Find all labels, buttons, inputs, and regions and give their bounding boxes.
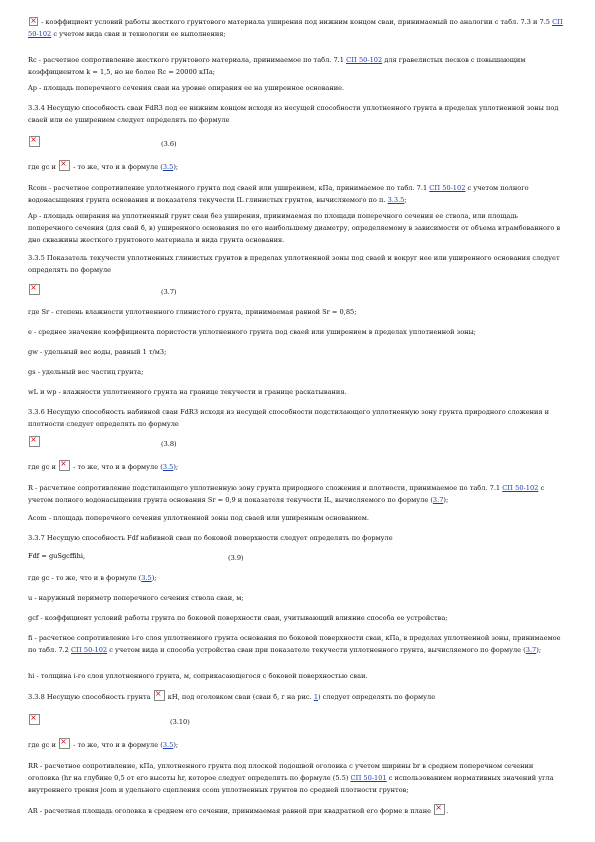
paragraph-text: с учетом полного водонасыщения грунта основания и показателя текучести IL глинистых грунтов, вычисляемого по п. (28, 184, 529, 204)
period-text: . (446, 807, 449, 815)
formula-3-8 (28, 436, 328, 450)
broken-image-icon (59, 160, 70, 171)
paragraph-where-gc-short (28, 572, 564, 584)
broken-image-icon (434, 804, 445, 815)
paragraph-text: 3.3.4 Несущую способность сваи FdR3 под ее нижним концом исходя из несущей способности уплотненного грунта в пределах уплотненной зоны под сваей или ее уширением следует определять по формуле (28, 104, 559, 124)
link-formula-3-5[interactable]: 3.5 (162, 463, 174, 471)
paragraph-text: с использованием нормативных значений угла внутреннего трения jcom и удельного сцепления ccom уплотненных грунтов по средней плотности грунтов; (28, 774, 554, 794)
paragraph-text: где gc и (28, 163, 56, 171)
formula-3-7 (28, 284, 328, 298)
link-sp-50-102[interactable]: СП 50-102 (502, 484, 539, 492)
paragraph-text: ); (443, 496, 449, 504)
paragraph-rc-definition (28, 54, 564, 78)
formula-3-10 (28, 714, 328, 728)
paragraph-text: кН, под оголовком сваи (сваи б, г на рис. (165, 693, 312, 701)
paragraph-text: Acom - площадь поперечного сечения уплотненной зоны под сваей или уширенным основанием. (28, 514, 370, 522)
paragraph-where-gc (28, 160, 564, 173)
paragraph-gw-definition (28, 346, 564, 358)
paragraph-text: gs - удельный вес частиц грунта; (28, 368, 144, 376)
paragraph-3-3-6 (28, 406, 564, 430)
paragraph-where-gc (28, 460, 564, 473)
paragraph-rr-definition (28, 760, 564, 796)
paragraph-text: 3.3.6 Несущую способность набивной сваи FdR3 исходя из несущей способности подстилающего уплотненную зону грунта природного сложения и плотности следует определять по формуле (28, 408, 550, 428)
formula-image-icon (29, 284, 40, 295)
formula-3-9 (28, 550, 328, 564)
paragraph-text: - то же, что и в формуле ( (71, 741, 163, 749)
link-sp-50-102[interactable]: СП 50-102 (429, 184, 466, 192)
formula-image-icon (29, 136, 40, 147)
paragraph-text: ); (151, 574, 157, 582)
paragraph-text: RR - расчетное сопротивление, кПа, уплотненного грунта под плоской подошвой оголовка с учетом ширины br в среднем поперечном сечении оголовка (hr на глубине 0,5 от его высоты hr, которое следует определять по формуле (5.5) (28, 762, 534, 782)
paragraph-3-3-5 (28, 252, 564, 276)
paragraph-text: с учетом вида и способа устройства сваи при показателе текучести уплотненного грунта, вычисляемого по формуле ( (107, 646, 526, 654)
paragraph-text: где gc - то же, что и в формуле ( (28, 574, 142, 582)
paragraph-text: ; (404, 196, 407, 204)
paragraph-3-3-8 (28, 690, 564, 703)
link-formula-3-5[interactable]: 3.5 (162, 163, 174, 171)
link-sp-50-102[interactable]: СП 50-102 (346, 56, 383, 64)
formula-image-icon (29, 714, 40, 725)
link-formula-3-5[interactable]: 3.5 (162, 741, 174, 749)
paragraph-hi-definition (28, 670, 564, 682)
broken-image-icon (154, 690, 165, 701)
formula-number: (3.9) (228, 554, 244, 562)
paragraph-text: wL и wp - влажности уплотненного грунта на границе текучести и границе раскатывания. (28, 388, 347, 396)
paragraph-text: с учетом полного водонасыщения грунта основания Sr = 0,9 и показателя текучести IL, вычисляемого по формуле ( (28, 484, 545, 504)
paragraph-text: ); (536, 646, 542, 654)
paragraph-e-definition (28, 326, 564, 338)
paragraph-text: Rc - расчетное сопротивление жесткого грунтового материала, принимаемое по табл. 7.1 (28, 56, 344, 64)
paragraph-acom-definition (28, 512, 564, 524)
paragraph-text: gw - удельный вес воды, равный 1 т/м3; (28, 348, 167, 356)
paragraph-text: AR - расчетная площадь оголовка в среднем его сечении, принимаемая равной при квадратной его форме в плане (28, 807, 432, 815)
paragraph-text: 3.3.8 Несущую способность грунта (28, 693, 151, 701)
broken-image-icon (29, 17, 38, 26)
paragraph-text: Rcom - расчетное сопротивление уплотненного грунта под сваей или уширением, кПа, принимаемое по табл. 7.1 (28, 184, 428, 192)
paragraph-gcf-definition (28, 612, 564, 624)
link-formula-3-7[interactable]: 3.7 (525, 646, 537, 654)
broken-image-icon (59, 738, 70, 749)
paragraph-text: - то же, что и в формуле ( (71, 463, 163, 471)
paragraph-text: где gc и (28, 463, 56, 471)
paragraph-where-gc (28, 738, 564, 751)
formula-number: (3.6) (161, 140, 177, 148)
formula-number: (3.8) (161, 440, 177, 448)
link-formula-3-5[interactable]: 3.5 (141, 574, 152, 582)
paragraph-wl-wp-definition (28, 386, 564, 398)
paragraph-text: fi - расчетное сопротивление i-го слоя уплотненного грунта основания по боковой поверхности сваи, кПа, в пределах уплотненной зоны, принимаемое по табл. 7.2 (28, 634, 561, 654)
paragraph-text: ); (173, 163, 179, 171)
paragraph-gcr-definition (28, 16, 564, 40)
paragraph-text: где Sr - степень влажности уплотненного глинистого грунта, принимаемая равной Sr = 0,85; (28, 308, 357, 316)
link-formula-3-7[interactable]: 3.7 (432, 496, 444, 504)
link-sp-50-101[interactable]: СП 50-101 (350, 774, 387, 782)
paragraph-text: 3.3.7 Несущую способность Fdf набивной сваи по боковой поверхности следует определять по формуле (28, 534, 393, 542)
link-sp-50-102[interactable]: СП 50-102 (71, 646, 108, 654)
paragraph-text: - коэффициент условий работы жесткого грунтового материала уширения под нижним концом сваи, принимаемый по аналогии с табл. 7.3 и 7.5 (39, 18, 550, 26)
paragraph-text: u - наружный периметр поперечного сечения ствола сваи, м; (28, 594, 244, 602)
link-sp-50-102[interactable]: СП 50-102 (28, 18, 563, 38)
paragraph-ap-uplot-definition (28, 210, 564, 246)
paragraph-text: ); (173, 463, 179, 471)
paragraph-text: Ap - площадь поперечного сечения сваи на уровне опирания ее на уширенное основание. (28, 84, 345, 92)
paragraph-ap-definition (28, 82, 564, 94)
broken-image-icon (59, 460, 70, 471)
paragraph-text: e - среднее значение коэффициента пористости уплотненного грунта под сваей или уширением в пределах уплотненной зоны; (28, 328, 477, 336)
formula-image-icon (29, 436, 40, 447)
paragraph-rcom-definition (28, 182, 564, 206)
paragraph-r-definition (28, 482, 564, 506)
paragraph-text: 3.3.5 Показатель текучести уплотненных глинистых грунтов в пределах уплотненной зоны под сваей и вокруг нее или уширенного основания следует определять по формуле (28, 254, 560, 274)
paragraph-fi-definition (28, 632, 564, 656)
paragraph-text: ); (173, 741, 179, 749)
formula-text: Fdf = guSgcffihi, (28, 552, 86, 560)
paragraph-gs-definition (28, 366, 564, 378)
paragraph-3-3-4 (28, 102, 564, 126)
paragraph-text: где gc и (28, 741, 56, 749)
paragraph-text: hi - толщина i-го слоя уплотненного грунта, м, соприкасающегося с боковой поверхностью сваи. (28, 672, 368, 680)
paragraph-text: ) следует определять по формуле (318, 693, 436, 701)
formula-number: (3.7) (161, 288, 177, 296)
paragraph-3-3-7 (28, 532, 564, 544)
paragraph-text: gcf - коэффициент условий работы грунта по боковой поверхности сваи, учитывающий влияние способа ее устройства; (28, 614, 448, 622)
paragraph-text: Ap - площадь опирания на уплотненный грунт сваи без уширения, принимаемая по площади поперечного сечения ее ствола, или площадь поперечного сечения (для свай б, в) уширенного основания по его наибольшему диаметру, определяемому в зависимости от объема втрамбованного в дно скважины жесткого грунтового материала и вида грунта основания. (28, 212, 561, 244)
paragraph-u-definition (28, 592, 564, 604)
paragraph-text: - то же, что и в формуле ( (71, 163, 163, 171)
link-section-3-3-5[interactable]: 3.3.5 (387, 196, 405, 204)
paragraph-text: R - расчетное сопротивление подстилающего уплотненную зону грунта природного сложения и плотности, принимаемое по табл. 7.1 (28, 484, 501, 492)
paragraph-text: с учетом вида сваи и технологии ее выполнения; (51, 30, 226, 38)
formula-number: (3.10) (170, 718, 190, 726)
formula-3-6 (28, 136, 328, 150)
link-figure-1[interactable]: 1 (313, 693, 319, 701)
paragraph-sr-definition (28, 306, 564, 318)
paragraph-text: для гравелистых песков с повышающим коэффициентом k = 1,5, но не более Rc = 20000 кПа; (28, 56, 526, 76)
paragraph-ar-definition (28, 804, 564, 817)
